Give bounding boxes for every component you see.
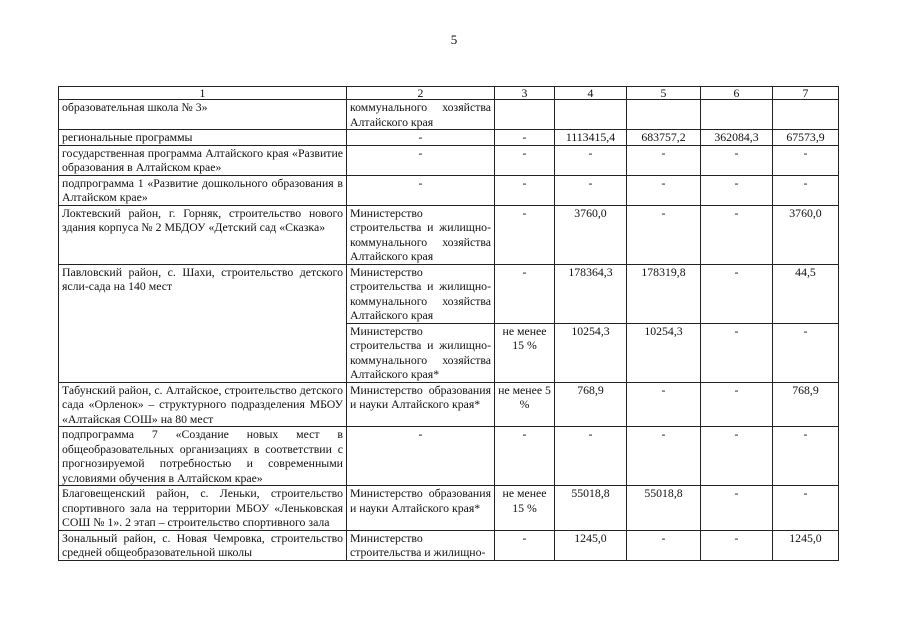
amount-cell: - (627, 175, 701, 205)
amount-cell: 362084,3 (701, 130, 773, 146)
amount-cell: - (627, 205, 701, 264)
amount-cell: 55018,8 (627, 486, 701, 531)
object-cell: Табунский район, с. Алтайское, строительство детского сада «Орленок» – структурного подразделения МБОУ «Алтайская СОШ» на 80 мест (59, 382, 347, 427)
share-cell: - (495, 205, 555, 264)
amount-cell: - (627, 427, 701, 486)
total-cell (555, 100, 627, 130)
responsible-cell: коммунального хозяйства Алтайского края (347, 100, 495, 130)
object-cell: Локтевский район, г. Горняк, строительство нового здания корпуса № 2 МБДОУ «Детский сад «Сказка» (59, 205, 347, 264)
share-cell: не менее 15 % (495, 486, 555, 531)
total-cell: - (555, 175, 627, 205)
amount-cell: - (627, 382, 701, 427)
amount-cell: 683757,2 (627, 130, 701, 146)
total-cell: 3760,0 (555, 205, 627, 264)
amount-cell: 1245,0 (773, 530, 839, 560)
share-cell: - (495, 264, 555, 323)
table-row (59, 145, 839, 175)
table-row (59, 100, 839, 130)
responsible-cell: Министерство образования и науки Алтайского края* (347, 486, 495, 531)
total-cell: - (555, 145, 627, 175)
header-cell: 3 (495, 87, 555, 100)
amount-cell (627, 100, 701, 130)
share-cell: не менее 15 % (495, 323, 555, 382)
header-cell: 5 (627, 87, 701, 100)
responsible-cell: - (347, 427, 495, 486)
amount-cell: - (773, 175, 839, 205)
object-cell: Благовещенский район, с. Леньки, строительство спортивного зала на территории МБОУ «Леньковская СОШ № 1». 2 этап – строительство спортивного зала (59, 486, 347, 531)
page-number: 5 (450, 32, 458, 47)
amount-cell: 768,9 (773, 382, 839, 427)
share-cell: - (495, 175, 555, 205)
budget-table (58, 86, 839, 561)
table-header-row (59, 87, 839, 100)
amount-cell: - (773, 427, 839, 486)
table-row (59, 486, 839, 531)
share-cell: - (495, 427, 555, 486)
object-cell: Павловский район, с. Шахи, строительство детского ясли-сада на 140 мест (59, 264, 347, 382)
responsible-cell: - (347, 130, 495, 146)
table-row (59, 530, 839, 560)
header-cell: 1 (59, 87, 347, 100)
share-cell: - (495, 530, 555, 560)
responsible-cell: Министерство строительства и жилищно-коммунального хозяйства Алтайского края* (347, 323, 495, 382)
amount-cell: - (701, 145, 773, 175)
share-cell (495, 100, 555, 130)
total-cell: - (555, 427, 627, 486)
total-cell: 1245,0 (555, 530, 627, 560)
amount-cell: 10254,3 (627, 323, 701, 382)
object-cell: государственная программа Алтайского края «Развитие образования в Алтайском крае» (59, 145, 347, 175)
amount-cell: - (701, 486, 773, 531)
responsible-cell: Министерство строительства и жилищно-коммунального хозяйства Алтайского края (347, 205, 495, 264)
amount-cell: - (701, 264, 773, 323)
total-cell: 10254,3 (555, 323, 627, 382)
object-cell: Зональный район, с. Новая Чемровка, строительство средней общеобразовательной школы (59, 530, 347, 560)
amount-cell: - (701, 175, 773, 205)
amount-cell (773, 100, 839, 130)
amount-cell: - (701, 427, 773, 486)
amount-cell (701, 100, 773, 130)
table-row (59, 427, 839, 486)
amount-cell: 3760,0 (773, 205, 839, 264)
amount-cell: - (701, 382, 773, 427)
responsible-cell: Министерство образования и науки Алтайского края* (347, 382, 495, 427)
table-row (59, 130, 839, 146)
table-row (59, 205, 839, 264)
responsible-cell: - (347, 175, 495, 205)
amount-cell: 67573,9 (773, 130, 839, 146)
header-cell: 6 (701, 87, 773, 100)
amount-cell: 44,5 (773, 264, 839, 323)
share-cell: - (495, 145, 555, 175)
amount-cell: - (701, 530, 773, 560)
amount-cell: - (773, 323, 839, 382)
total-cell: 1113415,4 (555, 130, 627, 146)
object-cell: образовательная школа № 3» (59, 100, 347, 130)
object-cell: региональные программы (59, 130, 347, 146)
responsible-cell: Министерство строительства и жилищно- (347, 530, 495, 560)
table-row (59, 382, 839, 427)
amount-cell: - (701, 205, 773, 264)
total-cell: 768,9 (555, 382, 627, 427)
responsible-cell: Министерство строительства и жилищно-коммунального хозяйства Алтайского края (347, 264, 495, 323)
amount-cell: - (627, 530, 701, 560)
amount-cell: - (773, 486, 839, 531)
table-row (59, 264, 839, 323)
header-cell: 7 (773, 87, 839, 100)
table-row (59, 175, 839, 205)
header-cell: 4 (555, 87, 627, 100)
responsible-cell: - (347, 145, 495, 175)
header-cell: 2 (347, 87, 495, 100)
object-cell: подпрограмма 7 «Создание новых мест в общеобразовательных организациях в соответствии с прогнозируемой потребностью и современными условиями обучения в Алтайском крае» (59, 427, 347, 486)
share-cell: не менее 5 % (495, 382, 555, 427)
total-cell: 178364,3 (555, 264, 627, 323)
total-cell: 55018,8 (555, 486, 627, 531)
object-cell: подпрограмма 1 «Развитие дошкольного образования в Алтайском крае» (59, 175, 347, 205)
share-cell: - (495, 130, 555, 146)
amount-cell: 178319,8 (627, 264, 701, 323)
amount-cell: - (701, 323, 773, 382)
amount-cell: - (627, 145, 701, 175)
amount-cell: - (773, 145, 839, 175)
